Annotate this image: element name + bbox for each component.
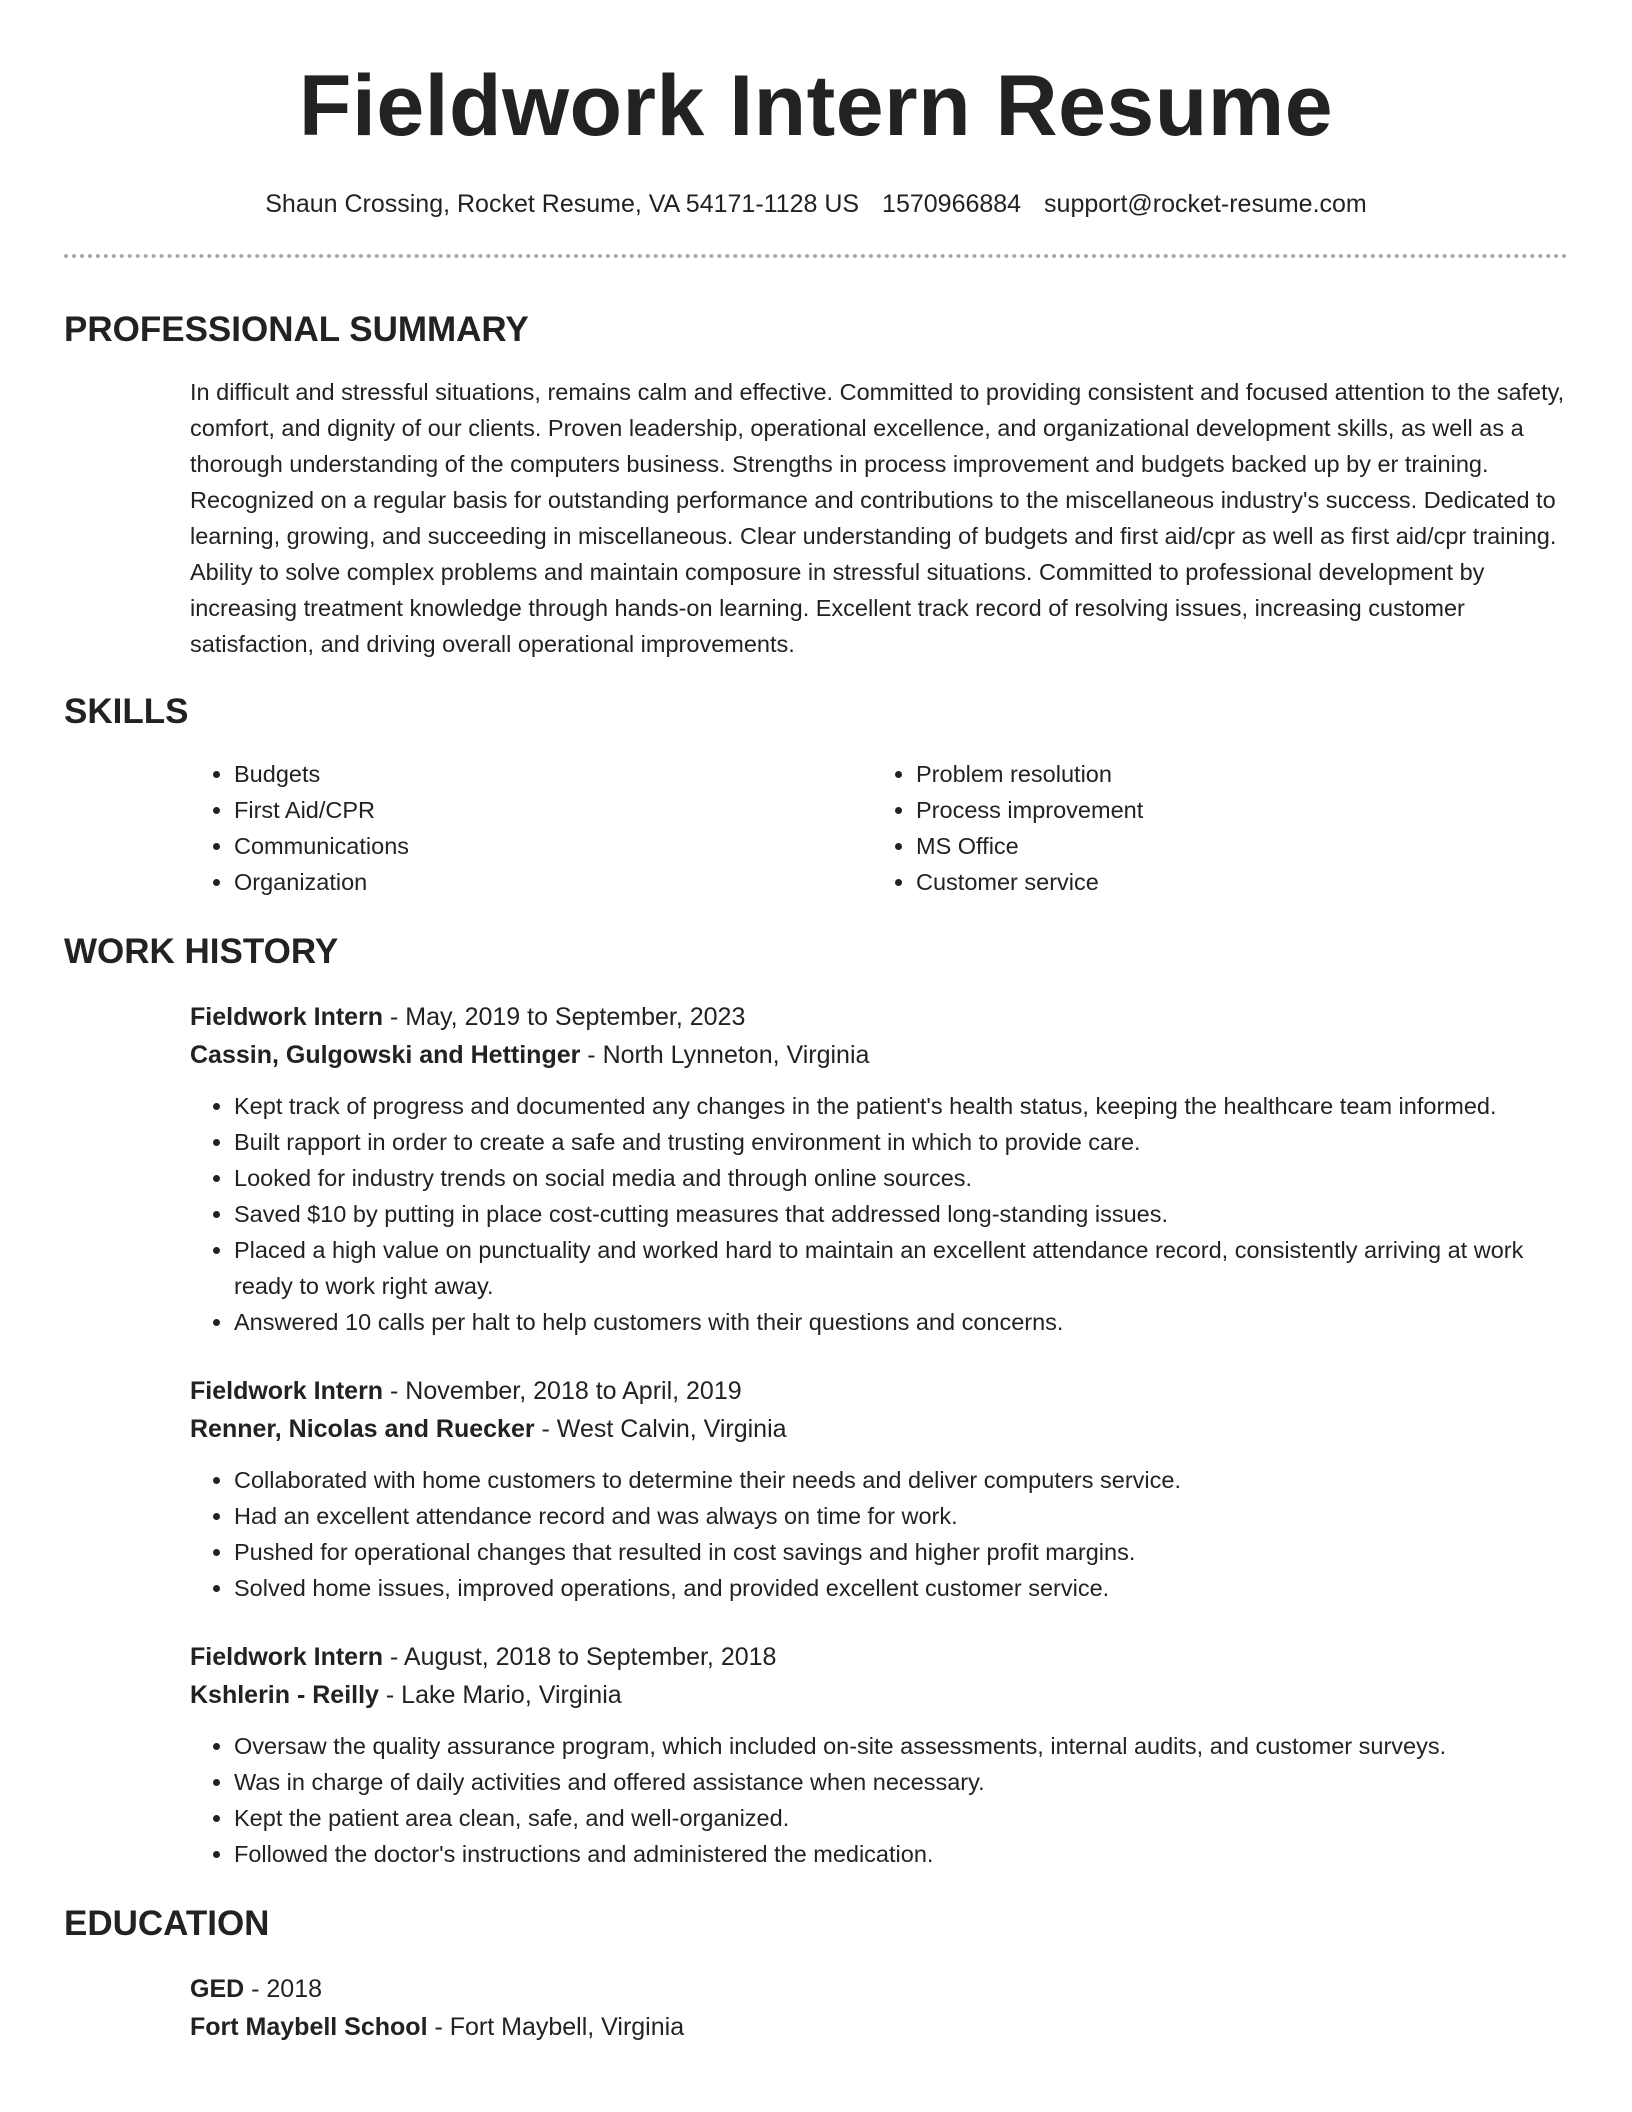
skills-column-right bbox=[872, 756, 1568, 900]
job-title: Fieldwork Intern bbox=[190, 1377, 384, 1405]
skills-column-left bbox=[190, 756, 872, 900]
education-school-line bbox=[190, 2008, 1568, 2046]
job-company-line bbox=[190, 1410, 1568, 1448]
contact-address: Shaun Crossing, Rocket Resume, VA 54171-1128 US bbox=[265, 190, 860, 218]
job-entry bbox=[64, 1638, 1568, 1872]
job-bullet: • Was in charge of daily activities and offered assistance when necessary. bbox=[234, 1764, 1568, 1800]
skill-item: • MS Office bbox=[916, 828, 1568, 864]
education-heading: EDUCATION bbox=[64, 1904, 270, 1943]
job-company-line bbox=[190, 1036, 1568, 1074]
job-title-line bbox=[190, 1638, 1568, 1676]
job-location: - West Calvin, Virginia bbox=[534, 1415, 787, 1443]
job-location: - North Lynneton, Virginia bbox=[580, 1041, 870, 1069]
job-bullet: • Solved home issues, improved operations, and provided excellent customer service. bbox=[234, 1570, 1568, 1606]
job-title: Fieldwork Intern bbox=[190, 1643, 384, 1671]
summary-heading: PROFESSIONAL SUMMARY bbox=[64, 310, 529, 349]
education-degree: GED bbox=[190, 1975, 245, 2003]
job-company: Kshlerin - Reilly bbox=[190, 1681, 379, 1709]
job-bullet: • Saved $10 by putting in place cost-cutting measures that addressed long-standing issues. bbox=[234, 1196, 1568, 1232]
job-title-line bbox=[190, 1372, 1568, 1410]
education-location: - Fort Maybell, Virginia bbox=[427, 2013, 685, 2041]
work-history-heading: WORK HISTORY bbox=[64, 932, 339, 971]
education-school: Fort Maybell School bbox=[190, 2013, 428, 2041]
job-bullet: • Followed the doctor's instructions and administered the medication. bbox=[234, 1836, 1568, 1872]
job-company: Renner, Nicolas and Ruecker bbox=[190, 1415, 535, 1443]
job-bullet: • Collaborated with home customers to determine their needs and deliver computers service. bbox=[234, 1462, 1568, 1498]
skills-heading: SKILLS bbox=[64, 692, 189, 731]
skill-item: • Communications bbox=[234, 828, 872, 864]
summary-text: In difficult and stressful situations, remains calm and effective. Committed to providing consistent and focused attention to the safety, comfort, and dignity of our clients. Proven leadership, operational excellence, and organizational development skills, as well as a thorough understanding of the computers business. Strengths in process improvement and budgets backed up by er training. Recognized on a regular basis for outstanding performance and contributions to the miscellaneous industry's success. Dedicated to learning, growing, and succeeding in miscellaneous. Clear understanding of budgets and first aid/cpr as well as first aid/cpr training. Ability to solve complex problems and maintain composure in stressful situations. Committed to professional development by increasing treatment knowledge through hands-on learning. Excellent track record of resolving issues, increasing customer satisfaction, and driving overall operational improvements. bbox=[190, 379, 1565, 657]
job-dates: - August, 2018 to September, 2018 bbox=[383, 1643, 777, 1671]
contact-email: support@rocket-resume.com bbox=[1044, 190, 1367, 218]
job-location: - Lake Mario, Virginia bbox=[378, 1681, 622, 1709]
job-company-line bbox=[190, 1676, 1568, 1714]
job-company: Cassin, Gulgowski and Hettinger bbox=[190, 1041, 581, 1069]
job-title: Fieldwork Intern bbox=[190, 1003, 384, 1031]
header-divider bbox=[64, 254, 1568, 258]
job-bullet: • Kept track of progress and documented any changes in the patient's health status, keeping the healthcare team informed. bbox=[234, 1088, 1568, 1124]
contact-line bbox=[64, 188, 1568, 220]
skill-item: • Problem resolution bbox=[916, 756, 1568, 792]
education-degree-line bbox=[190, 1970, 1568, 2008]
job-entry bbox=[64, 998, 1568, 1340]
job-bullet: • Oversaw the quality assurance program, which included on-site assessments, internal audits, and customer surveys. bbox=[234, 1728, 1568, 1764]
skill-item: • Customer service bbox=[916, 864, 1568, 900]
job-bullet: • Placed a high value on punctuality and worked hard to maintain an excellent attendance record, consistently arriving at work ready to work right away. bbox=[234, 1232, 1568, 1304]
skill-item: • Organization bbox=[234, 864, 872, 900]
job-title-line bbox=[190, 998, 1568, 1036]
job-bullet: • Pushed for operational changes that resulted in cost savings and higher profit margins. bbox=[234, 1534, 1568, 1570]
job-bullet: • Built rapport in order to create a safe and trusting environment in which to provide care. bbox=[234, 1124, 1568, 1160]
job-bullet: • Kept the patient area clean, safe, and well-organized. bbox=[234, 1800, 1568, 1836]
job-bullets bbox=[190, 1462, 1568, 1606]
job-bullets bbox=[190, 1728, 1568, 1872]
resume-title: Fieldwork Intern Resume bbox=[298, 58, 1334, 154]
job-bullet: • Had an excellent attendance record and was always on time for work. bbox=[234, 1498, 1568, 1534]
education-entry bbox=[64, 1970, 1568, 2046]
education-year: - 2018 bbox=[244, 1975, 323, 2003]
skill-item: • Process improvement bbox=[916, 792, 1568, 828]
job-bullet: • Looked for industry trends on social media and through online sources. bbox=[234, 1160, 1568, 1196]
job-bullet: • Answered 10 calls per halt to help customers with their questions and concerns. bbox=[234, 1304, 1568, 1340]
job-entry bbox=[64, 1372, 1568, 1606]
skill-item: • Budgets bbox=[234, 756, 872, 792]
contact-phone: 1570966884 bbox=[882, 190, 1022, 218]
job-dates: - November, 2018 to April, 2019 bbox=[383, 1377, 742, 1405]
skill-item: • First Aid/CPR bbox=[234, 792, 872, 828]
job-bullets bbox=[190, 1088, 1568, 1340]
job-dates: - May, 2019 to September, 2023 bbox=[383, 1003, 746, 1031]
skills-list bbox=[64, 756, 1568, 900]
